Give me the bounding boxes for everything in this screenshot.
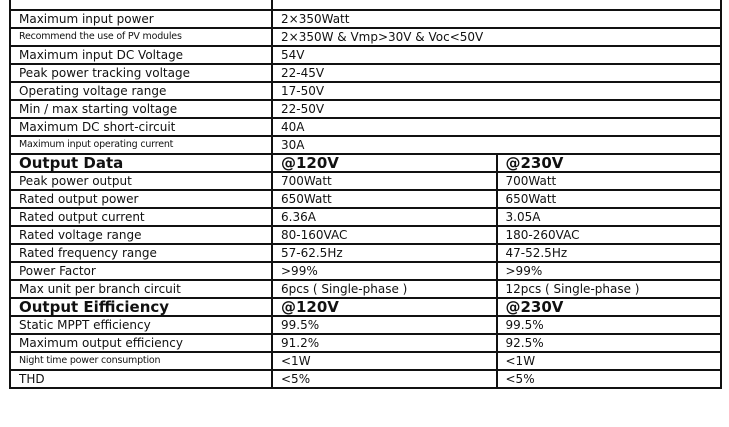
table-row [10, 334, 721, 352]
table-row [10, 370, 721, 388]
value-230v: 92.5% [497, 334, 722, 352]
value-230v: <1W [497, 352, 722, 370]
spec-label: Maximum input operating current [10, 136, 272, 154]
value-120v: <1W [272, 352, 497, 370]
spec-value: 22-50V [272, 100, 721, 118]
section-title: Output Data [10, 154, 272, 172]
cut-off-cell [10, 0, 272, 10]
spec-label: Maximum input DC Voltage [10, 46, 272, 64]
spec-label: Static MPPT efficiency [10, 316, 272, 334]
spec-label: THD [10, 370, 272, 388]
table-row [10, 190, 721, 208]
spec-label: Maximum DC short-circuit [10, 118, 272, 136]
section-header-output-data [10, 154, 721, 172]
spec-label: Min / max starting voltage [10, 100, 272, 118]
table-row [10, 316, 721, 334]
table-row [10, 82, 721, 100]
value-230v: 3.05A [497, 208, 722, 226]
value-230v: 700Watt [497, 172, 722, 190]
table-row [10, 118, 721, 136]
spec-label: Rated voltage range [10, 226, 272, 244]
spec-value: 40A [272, 118, 721, 136]
table-row [10, 352, 721, 370]
table-row [10, 244, 721, 262]
spec-label: Peak power output [10, 172, 272, 190]
table-row [10, 262, 721, 280]
spec-label: Maximum input power [10, 10, 272, 28]
column-header-120v: @120V [272, 154, 497, 172]
spec-label: Peak power tracking voltage [10, 64, 272, 82]
table-row [10, 0, 721, 10]
value-230v: >99% [497, 262, 722, 280]
spec-value: 54V [272, 46, 721, 64]
value-230v: 650Watt [497, 190, 722, 208]
table-row [10, 226, 721, 244]
table-row [10, 64, 721, 82]
value-120v: 91.2% [272, 334, 497, 352]
value-120v: 57-62.5Hz [272, 244, 497, 262]
value-230v: 12pcs ( Single-phase ) [497, 280, 722, 298]
cut-off-cell [272, 0, 721, 10]
spec-label: Maximum output efficiency [10, 334, 272, 352]
column-header-120v: @120V [272, 298, 497, 316]
spec-label: Operating voltage range [10, 82, 272, 100]
value-230v: 99.5% [497, 316, 722, 334]
spec-label: Max unit per branch circuit [10, 280, 272, 298]
value-120v: 6pcs ( Single-phase ) [272, 280, 497, 298]
table-row [10, 172, 721, 190]
spec-value: 17-50V [272, 82, 721, 100]
spec-label: Rated frequency range [10, 244, 272, 262]
column-header-230v: @230V [497, 298, 722, 316]
value-230v: 180-260VAC [497, 226, 722, 244]
value-120v: 99.5% [272, 316, 497, 334]
spec-value: 22-45V [272, 64, 721, 82]
table-row [10, 28, 721, 46]
spec-value: 30A [272, 136, 721, 154]
table-row [10, 10, 721, 28]
spec-value: 2×350Watt [272, 10, 721, 28]
value-230v: <5% [497, 370, 722, 388]
value-120v: >99% [272, 262, 497, 280]
spec-label: Night time power consumption [10, 352, 272, 370]
spec-label: Rated output current [10, 208, 272, 226]
value-120v: 80-160VAC [272, 226, 497, 244]
spec-value: 2×350W & Vmp>30V & Voc<50V [272, 28, 721, 46]
value-120v: 700Watt [272, 172, 497, 190]
table-row [10, 136, 721, 154]
spec-label: Recommend the use of PV modules [10, 28, 272, 46]
spec-label: Power Factor [10, 262, 272, 280]
value-120v: 6.36A [272, 208, 497, 226]
value-120v: 650Watt [272, 190, 497, 208]
table-row [10, 208, 721, 226]
section-header-output-efficiency [10, 298, 721, 316]
value-120v: <5% [272, 370, 497, 388]
specification-table [9, 0, 722, 389]
column-header-230v: @230V [497, 154, 722, 172]
value-230v: 47-52.5Hz [497, 244, 722, 262]
table-row [10, 100, 721, 118]
table-row [10, 280, 721, 298]
section-title: Output Eifficiency [10, 298, 272, 316]
table-row [10, 46, 721, 64]
spec-label: Rated output power [10, 190, 272, 208]
